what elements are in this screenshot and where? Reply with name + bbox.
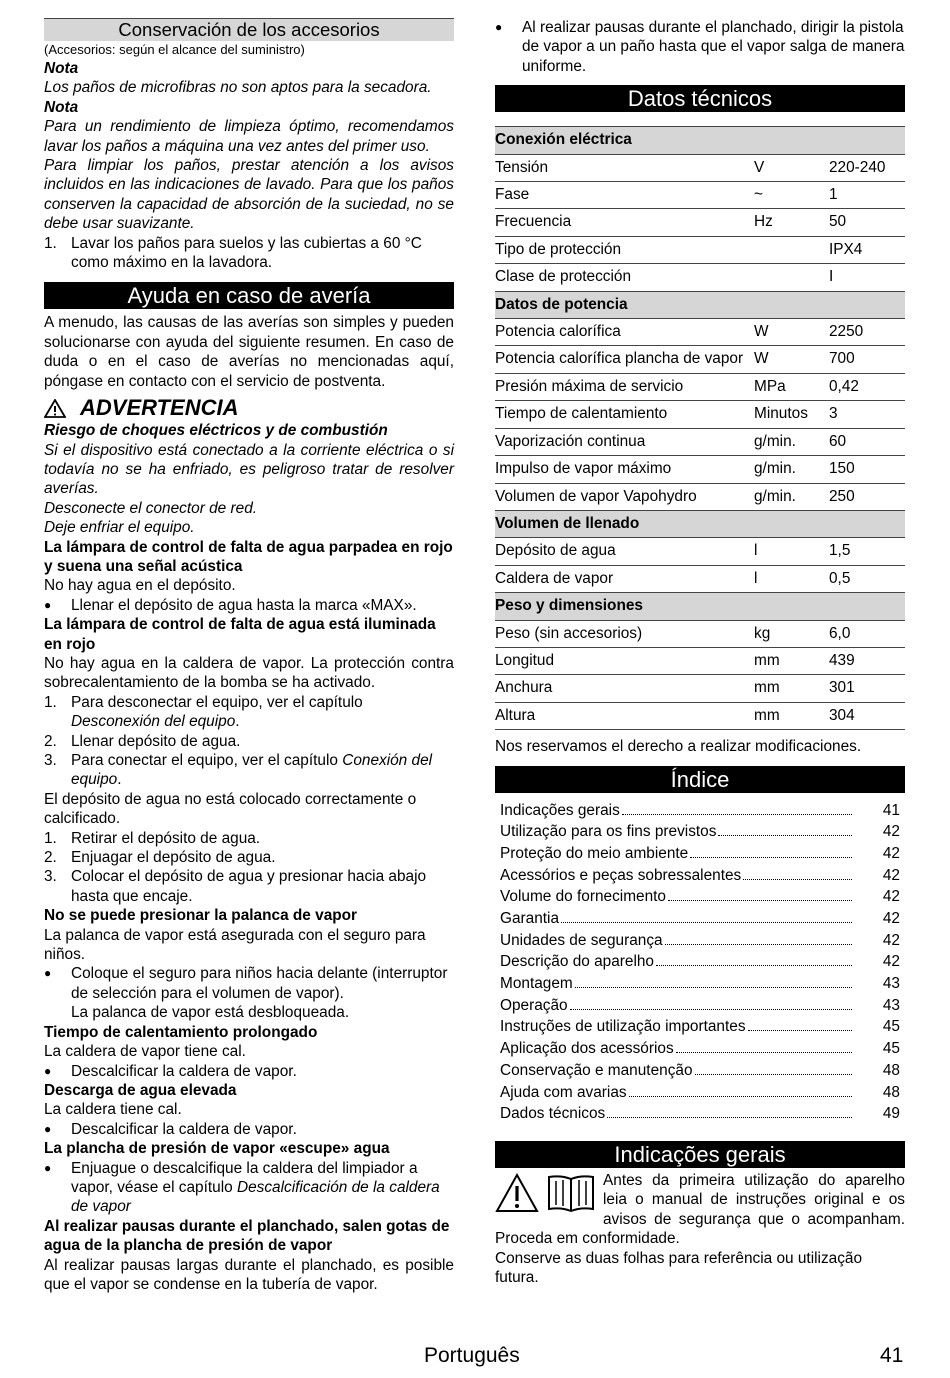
toc-leader [622,814,852,815]
fault-fix: Enjuague o descalcifique la caldera del limpiador a vapor, véase el capítulo [71,1159,418,1196]
toc-leader [695,1074,852,1075]
spec-name: Volumen de llenado [495,510,754,537]
table-row [495,182,905,209]
step-text: Lavar los paños para suelos y las cubiertas a 60 °C como máximo en la lavadora. [71,234,422,272]
toc-entry[interactable] [500,974,900,996]
bullet-icon: ● [44,1121,52,1136]
toc-page: 49 [882,1105,900,1123]
toc-entry[interactable] [500,1039,900,1061]
table-row [495,675,905,702]
spec-unit: mm [754,647,829,674]
spec-name: Tipo de protección [495,236,754,263]
list-item [44,964,454,1022]
spec-name: Anchura [495,675,754,702]
warning-title: ADVERTENCIA [80,395,239,421]
spec-unit: V [754,154,829,181]
step-text: Para conectar el equipo, ver el capítulo [71,752,343,769]
spec-unit [754,264,829,291]
spec-unit: l [754,538,829,565]
note-text: Para limpiar los paños, prestar atención a los avisos incluidos en las indicaciones de lavado. Para que los paños conserven la capacidad de absorción de la suciedad, no se debe usar suavizante. [44,157,454,233]
table-row [495,373,905,400]
toc-leader [690,857,852,858]
warning-triangle-icon [495,1173,539,1213]
general-block [495,1171,905,1287]
spec-unit [754,127,829,154]
list-item [495,18,905,76]
fault-cause: La caldera de vapor tiene cal. [44,1043,246,1061]
fault-title: No se puede presionar la palanca de vapor [44,907,358,925]
toc-leader [607,1117,852,1118]
list-item: 3. Colocar el depósito de agua y presionar hacia abajo hasta que encaje. [44,867,454,906]
toc-entry[interactable] [500,1104,900,1126]
toc-leader [665,944,852,945]
spec-name: Caldera de vapor [495,565,754,592]
toc-leader [676,1052,852,1053]
fault-fix-result: La palanca de vapor está desbloqueada. [71,1004,350,1022]
table-row [495,565,905,592]
toc-page: 42 [882,888,900,906]
warning-text: Si el dispositivo está conectado a la corriente eléctrica o si todavía no se ha enfriado, es peligroso tratar de resolver averías. [44,441,454,498]
spec-value [829,291,905,318]
table-row [495,401,905,428]
toc-leader [743,879,852,880]
spec-unit [754,593,829,620]
toc-entry[interactable] [500,801,900,823]
toc-entry[interactable] [500,844,900,866]
toc-label: Acessórios e peças sobressalentes [500,866,742,884]
tech-data-table [495,126,905,730]
table-row [495,456,905,483]
spec-value: 60 [829,428,905,455]
toc-leader [561,922,852,923]
toc-entry[interactable] [500,1017,900,1039]
chapter-reference: Desconexión del equipo [71,713,236,731]
table-group-header [495,593,905,620]
list-item: 1. Para desconectar el equipo, ver el capítulo Desconexión del equipo. [44,693,363,731]
toc-page: 43 [882,996,900,1014]
spec-unit: W [754,319,829,346]
footer-language: Português [424,1344,520,1367]
help-intro: A menudo, las causas de las averías son simples y pueden solucionarse con ayuda del siguiente resumen. En caso de duda o en el caso de averías no mencionadas aquí, póngase en contacto con el servicio de postventa. [44,314,454,390]
ironing-pause-tip: Al realizar pausas durante el planchado, dirigir la pistola de vapor a un paño hasta que el vapor salga de manera uniforme. [522,19,905,75]
spec-value: 50 [829,209,905,236]
toc-page: 42 [882,866,900,884]
table-row [495,154,905,181]
toc-page: 42 [882,910,900,927]
fault-fix: Descalcificar la caldera de vapor. [71,1062,297,1080]
toc-label: Utilização para os fins previstos [500,823,717,841]
toc-leader [718,835,852,836]
list-item: 1. Retirar el depósito de agua. [44,829,454,848]
toc-label: Indicações gerais [500,801,620,819]
spec-value [829,510,905,537]
toc-entry[interactable] [500,952,900,974]
fault-title: Tiempo de calentamiento prolongado [44,1023,318,1041]
fault-title: La lámpara de control de falta de agua está iluminada en rojo [44,616,436,653]
table-row [495,319,905,346]
table-row [495,209,905,236]
spec-unit: g/min. [754,483,829,510]
toc-label: Ajuda com avarias [500,1083,627,1101]
toc-label: Aplicação dos acessórios [500,1040,674,1058]
spec-value: 1,5 [829,538,905,565]
warning-text: Desconecte el conector de red. [44,499,258,517]
toc-label: Montagem [500,975,573,993]
symbol-group [495,1173,597,1213]
section-title-help: Ayuda en caso de avería [44,282,454,309]
spec-value [829,593,905,620]
spec-unit: mm [754,702,829,729]
spec-value: 304 [829,702,905,729]
note-text: Para un rendimiento de limpieza óptimo, recomendamos lavar los paños a máquina una vez antes del primer uso. [44,118,454,155]
spec-name: Fase [495,182,754,209]
toc-page: 42 [882,844,900,862]
spec-name: Peso (sin accesorios) [495,620,754,647]
spec-name: Potencia calorífica [495,319,754,346]
toc-label: Garantia [500,910,560,927]
spec-name: Clase de protección [495,264,754,291]
section-title-tech-data: Datos técnicos [495,85,905,112]
spec-unit: MPa [754,373,829,400]
spec-unit: l [754,565,829,592]
toc-page: 42 [882,931,900,949]
step-text: Llenar depósito de agua. [71,732,241,750]
table-group-header [495,291,905,318]
spec-value [829,127,905,154]
warning-subtitle: Riesgo de choques eléctricos y de combustión [44,422,388,440]
note-label: Nota [44,60,79,77]
spec-name: Tiempo de calentamiento [495,401,754,428]
tech-note: Nos reservamos el derecho a realizar modificaciones. [495,738,862,756]
spec-unit: g/min. [754,428,829,455]
spec-name: Presión máxima de servicio [495,373,754,400]
spec-value: 0,42 [829,373,905,400]
spec-name: Vaporización continua [495,428,754,455]
step-text: Para desconectar el equipo, ver el capítulo [71,693,363,711]
bullet-icon: ● [44,597,52,612]
warning-triangle-icon [44,399,66,418]
note-text: Los paños de microfibras no son aptos para la secadora. [44,79,432,97]
list-item [44,1120,454,1139]
table-row [495,483,905,510]
toc-page: 48 [882,1083,900,1101]
table-row [495,647,905,674]
bullet-icon: ● [495,20,503,34]
chapter-reference: Conexión del equipo [71,752,433,789]
list-item [44,596,454,615]
toc-label: Dados técnicos [500,1105,606,1123]
toc-entry[interactable] [500,931,900,953]
fault-title: Al realizar pausas durante el planchado, salen gotas de agua de la plancha de presión de vapor [44,1217,450,1255]
toc-leader [656,965,852,966]
toc-entry[interactable] [500,909,900,931]
toc-entry[interactable] [500,887,900,909]
page-number: 41 [880,1344,904,1367]
toc-label: Proteção do meio ambiente [500,844,689,862]
table-row [495,538,905,565]
spec-name: Volumen de vapor Vapohydro [495,483,754,510]
toc-entry[interactable] [500,1061,900,1083]
toc-leader [748,1030,852,1031]
spec-value: 1 [829,182,905,209]
bullet-icon: ● [44,1160,52,1175]
bullet-icon: ● [44,1063,52,1078]
table-row [495,428,905,455]
toc-page: 42 [882,953,900,971]
section-title-accessories: Conservación de los accesorios [44,18,454,41]
toc-leader [629,1096,852,1097]
spec-unit [754,236,829,263]
table-row [495,702,905,729]
fault-cause: No hay agua en la caldera de vapor. La protección contra sobrecalentamiento de la bomba se ha activado. [44,654,454,692]
toc-leader [570,1009,852,1010]
fault-cause: La palanca de vapor está asegurada con el seguro para niños. [44,926,426,964]
spec-name: Datos de potencia [495,291,754,318]
table-row [495,236,905,263]
spec-unit: mm [754,675,829,702]
spec-unit [754,291,829,318]
spec-unit: Minutos [754,401,829,428]
list-item: 3. Para conectar el equipo, ver el capítulo Conexión del equipo. [44,752,433,789]
toc-entry[interactable] [500,866,900,888]
spec-unit: kg [754,620,829,647]
open-book-icon [545,1173,597,1213]
toc-page: 43 [882,975,900,993]
spec-name: Frecuencia [495,209,754,236]
spec-value: 150 [829,456,905,483]
spec-value: 6,0 [829,620,905,647]
toc-label: Operação [500,996,568,1014]
spec-name: Longitud [495,647,754,674]
warning-text: Deje enfriar el equipo. [44,519,195,537]
list-item [44,1159,454,1217]
note-label: Nota [44,98,79,116]
toc-label: Unidades de segurança [500,931,663,949]
section-title-general: Indicações gerais [495,1141,905,1168]
spec-value: 0,5 [829,565,905,592]
toc-label: Instruções de utilização importantes [500,1018,746,1036]
step-text: Enjuagar el depósito de agua. [71,849,276,867]
toc-entry[interactable] [500,822,900,844]
list-item [44,1062,454,1081]
list-item [44,234,454,273]
toc-label: Conservação e manutenção [500,1061,693,1079]
spec-name: Depósito de agua [495,538,754,565]
toc-page: 42 [882,823,900,841]
fault-cause: La caldera tiene cal. [44,1101,182,1119]
toc-entry[interactable] [500,996,900,1018]
fault-fix: Descalcificar la caldera de vapor. [71,1120,297,1138]
accessories-scope: (Accesorios: según el alcance del suministro) [44,42,305,57]
bullet-icon: ● [44,966,52,981]
toc-leader [575,987,852,988]
list-item: 2. Llenar depósito de agua. [44,732,454,751]
toc-label: Descrição do aparelho [500,953,654,971]
spec-name: Potencia calorífica plancha de vapor [495,346,754,373]
spec-name: Altura [495,702,754,729]
fault-cause: El depósito de agua no está colocado correctamente o calcificado. [44,790,417,828]
table-group-header [495,510,905,537]
spec-unit: g/min. [754,456,829,483]
spec-value: 700 [829,346,905,373]
spec-unit: ~ [754,182,829,209]
spec-value: 439 [829,647,905,674]
toc-page: 48 [882,1061,900,1079]
spec-value: IPX4 [829,236,905,263]
warning-heading [44,395,454,421]
spec-value: 220-240 [829,154,905,181]
spec-name: Conexión eléctrica [495,127,754,154]
section-title-index: Índice [495,766,905,793]
fault-cause: No hay agua en el depósito. [44,577,236,595]
table-of-contents [500,801,900,1126]
step-text: Retirar el depósito de agua. [71,829,261,847]
spec-unit [754,510,829,537]
fault-fix: Coloque el seguro para niños hacia delante (interruptor de selección para el volumen de vapor). [71,965,448,1002]
spec-value: 3 [829,401,905,428]
toc-page: 45 [882,1040,900,1058]
fault-fix: Llenar el depósito de agua hasta la marca «MAX». [71,596,417,614]
spec-name: Impulso de vapor máximo [495,456,754,483]
left-column [44,18,454,1294]
toc-leader [668,900,852,901]
spec-value: 301 [829,675,905,702]
toc-page: 45 [882,1018,900,1036]
step-number: 1. [44,234,57,252]
general-text: Conserve as duas folhas para referência ou utilização futura. [495,1249,863,1286]
spec-name: Tensión [495,154,754,181]
fault-title: La plancha de presión de vapor «escupe» agua [44,1140,390,1158]
fault-cause: Al realizar pausas largas durante el planchado, es posible que el vapor se condense en la tubería de vapor. [44,1256,454,1293]
spec-value: 250 [829,483,905,510]
list-item: 2. Enjuagar el depósito de agua. [44,848,454,867]
table-row [495,620,905,647]
spec-value: I [829,264,905,291]
table-row [495,264,905,291]
spec-name: Peso y dimensiones [495,593,754,620]
step-text: Colocar el depósito de agua y presionar hacia abajo hasta que encaje. [71,868,427,905]
chapter-reference: Descalcificación de la caldera de vapor [71,1178,440,1216]
spec-unit: W [754,346,829,373]
right-column [495,18,905,1287]
table-row [495,346,905,373]
spec-unit: Hz [754,209,829,236]
general-text: Antes da primeira utilização do aparelho leia o manual de instruções original e os avisos de segurança que o acompanham. Proceda em conformidade. [495,1171,905,1248]
fault-title: La lámpara de control de falta de agua parpadea en rojo y suena una señal acústica [44,538,453,575]
spec-value: 2250 [829,319,905,346]
toc-entry[interactable] [500,1083,900,1105]
table-group-header [495,127,905,154]
fault-title: Descarga de agua elevada [44,1081,237,1099]
toc-label: Volume do fornecimento [500,888,666,906]
toc-page: 41 [882,801,900,819]
